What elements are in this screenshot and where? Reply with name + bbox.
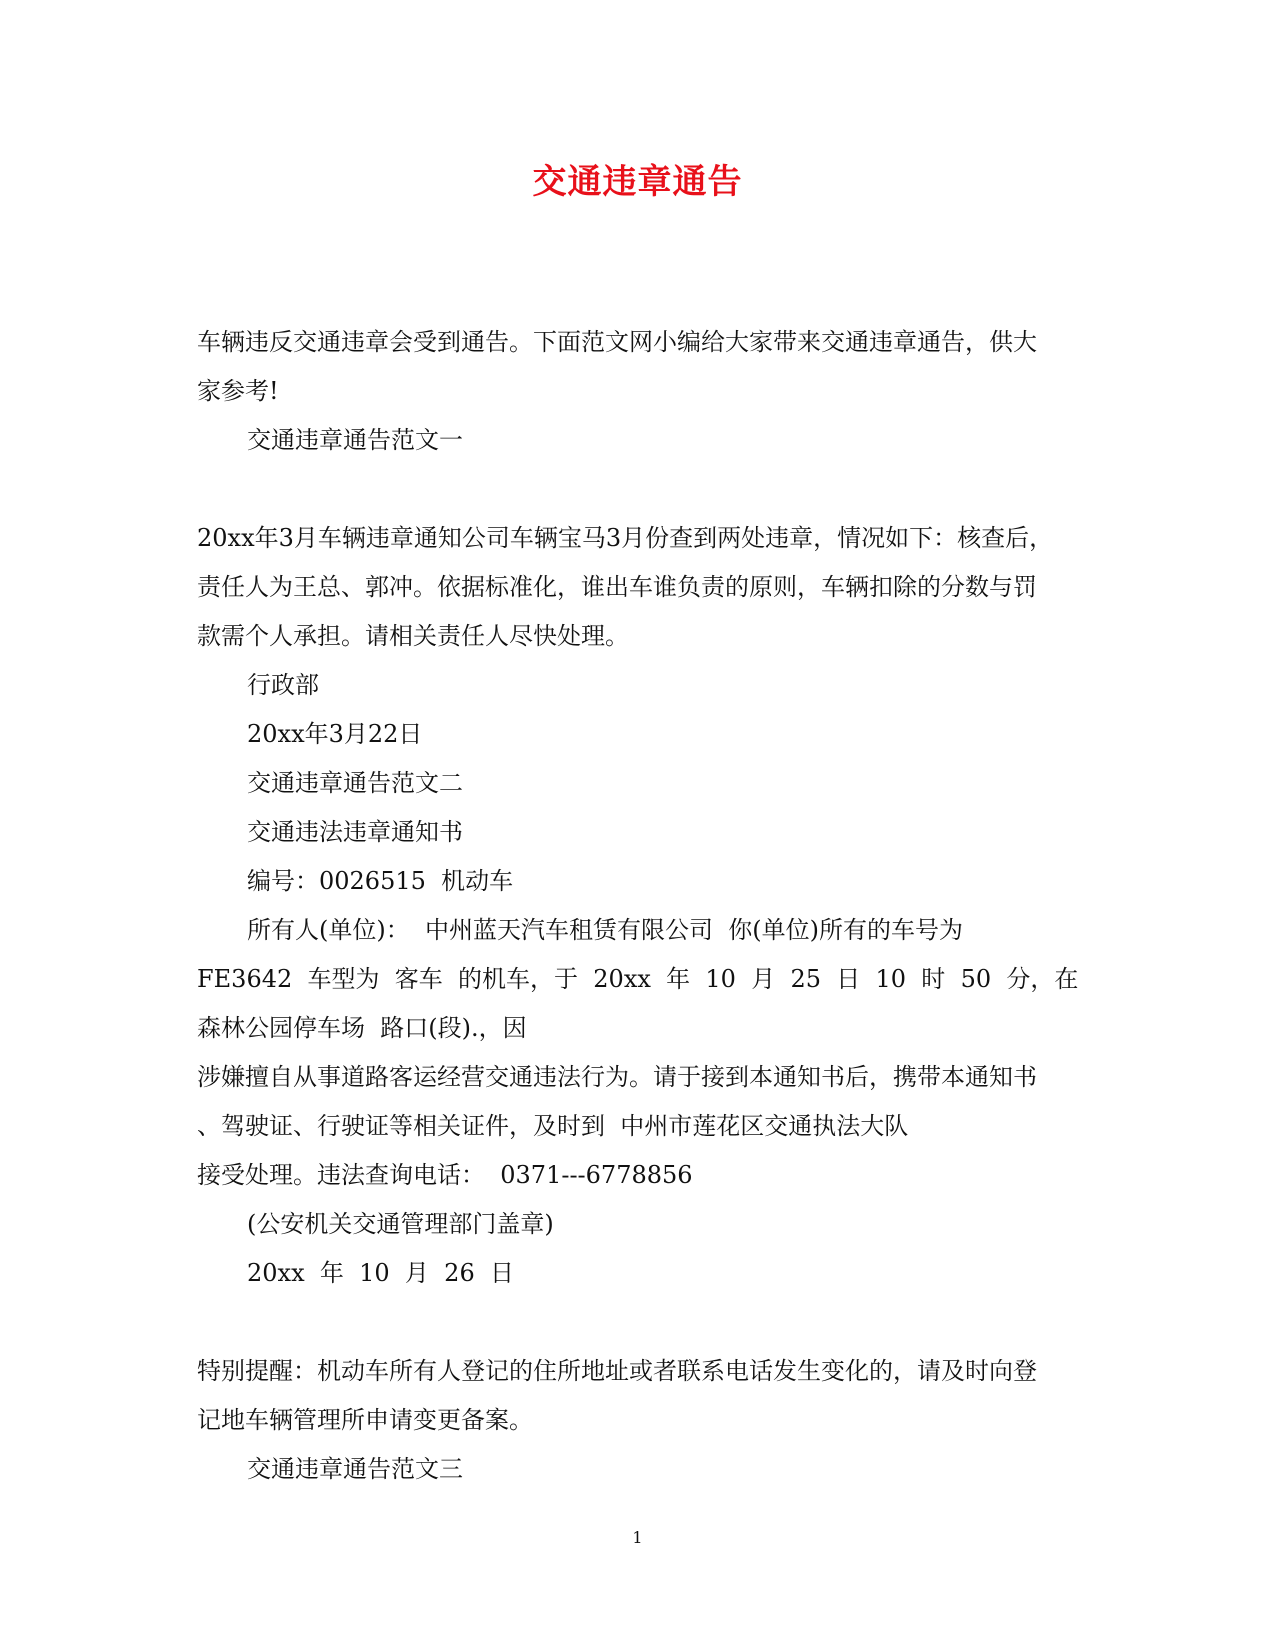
notice-violation-line-1: 涉嫌擅自从事道路客运经营交通违法行为。请于接到本通知书后，携带本通知书 <box>197 1063 1037 1091</box>
notice-title: 交通违法违章通知书 <box>247 818 463 846</box>
intro-line-2: 家参考! <box>197 377 279 405</box>
notice-violation-line-3: 接受处理。违法查询电话： 0371---6778856 <box>197 1161 693 1189</box>
notice-violation-line-2: 、驾驶证、行驶证等相关证件，及时到 中州市莲花区交通执法大队 <box>197 1112 909 1140</box>
page-number: 1 <box>632 1528 643 1547</box>
notice-vehicle: FE3642 车型为 客车 的机车，于 20xx 年 10 月 25 日 10 时 50 分，在 <box>197 965 1079 993</box>
notice-date: 20xx 年 10 月 26 日 <box>247 1259 514 1287</box>
notice-seal: (公安机关交通管理部门盖章) <box>247 1210 554 1238</box>
sample2-heading: 交通违章通告范文二 <box>247 769 463 797</box>
sample1-department: 行政部 <box>247 671 319 699</box>
reminder-line-1: 特别提醒：机动车所有人登记的住所地址或者联系电话发生变化的，请及时向登 <box>197 1357 1037 1385</box>
notice-location: 森林公园停车场 路口(段).，因 <box>197 1014 527 1042</box>
spacer <box>197 1298 1077 1347</box>
reminder-line-2: 记地车辆管理所申请变更备案。 <box>197 1406 533 1434</box>
document-body <box>197 318 1077 1494</box>
sample1-paragraph-line-2: 责任人为王总、郭冲。依据标准化，谁出车谁负责的原则，车辆扣除的分数与罚 <box>197 573 1037 601</box>
sample1-paragraph-line-1: 20xx年3月车辆违章通知公司车辆宝马3月份查到两处违章，情况如下：核查后， <box>197 524 1054 552</box>
spacer <box>197 465 1077 514</box>
sample1-heading: 交通违章通告范文一 <box>247 426 463 454</box>
notice-number: 编号：0026515 机动车 <box>247 867 514 895</box>
sample1-paragraph-line-3: 款需个人承担。请相关责任人尽快处理。 <box>197 622 629 650</box>
intro-line-1: 车辆违反交通违章会受到通告。下面范文网小编给大家带来交通违章通告，供大 <box>197 328 1037 356</box>
sample3-heading: 交通违章通告范文三 <box>247 1455 463 1483</box>
document-title: 交通违章通告 <box>532 162 743 202</box>
sample1-date: 20xx年3月22日 <box>247 720 423 748</box>
notice-owner: 所有人(单位)： 中州蓝天汽车租赁有限公司 你(单位)所有的车号为 <box>247 916 963 944</box>
